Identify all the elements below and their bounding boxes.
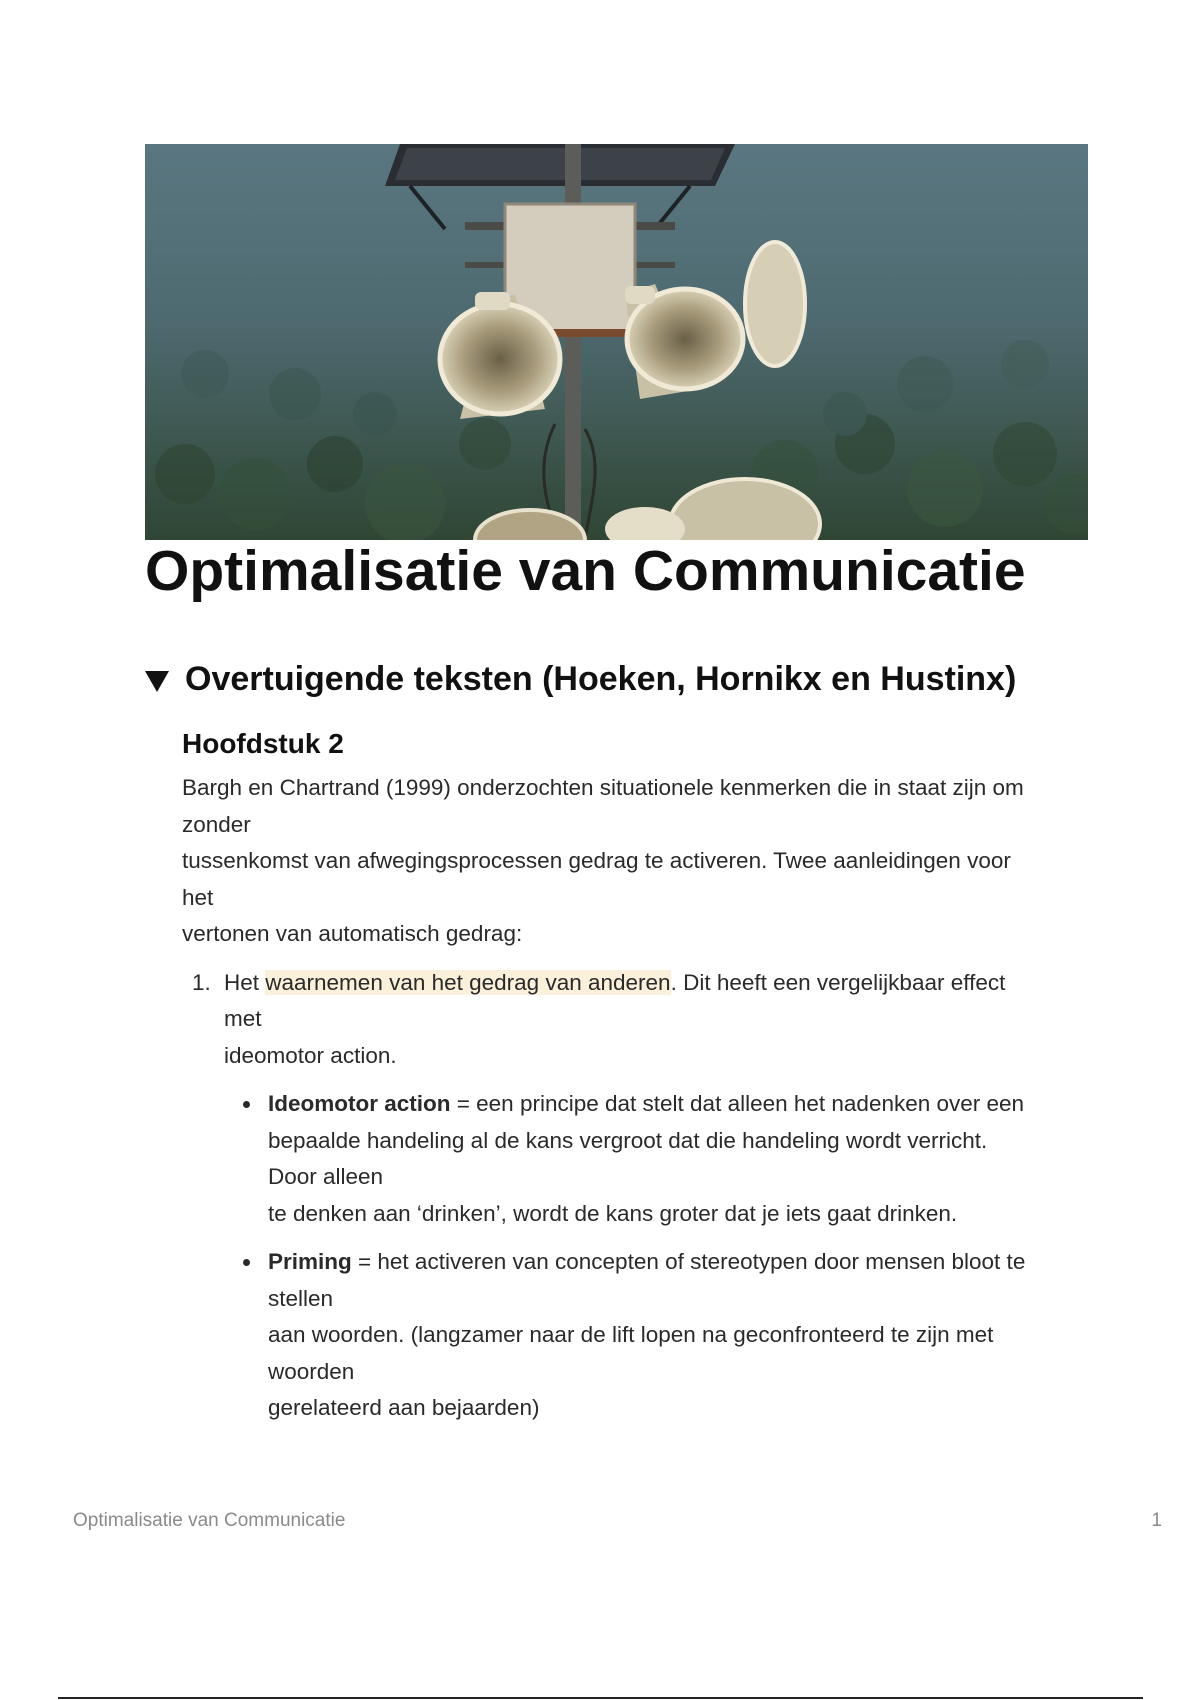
footer-title: Optimalisatie van Communicatie: [73, 1510, 346, 1531]
intro-line: zonder: [182, 811, 251, 837]
bullet-line: aan woorden. (langzamer naar de lift lopen na geconfronteerd te zijn met: [268, 1322, 994, 1347]
numbered-list: [182, 965, 1092, 1427]
list-item-text: [224, 965, 1092, 1075]
toggle-heading[interactable]: [145, 660, 1016, 699]
toggle-triangle-icon[interactable]: [145, 671, 169, 692]
bullet-item: [224, 1086, 1092, 1232]
intro-line: vertonen van automatisch gedrag:: [182, 921, 523, 946]
bottom-divider: [58, 1697, 1143, 1699]
intro-line: het: [182, 884, 214, 910]
page-title: Optimalisatie van Communicatie: [145, 539, 1026, 603]
bullet-dot-icon: [243, 1101, 250, 1108]
toggle-content: [182, 728, 1092, 1439]
list-item-line: ideomotor action.: [224, 1042, 397, 1068]
bullet-dot-icon: [243, 1259, 250, 1266]
bullet-text: [268, 1086, 1092, 1232]
bullet-line: stellen: [268, 1285, 334, 1311]
list-item-prefix: Het: [224, 969, 266, 995]
bullet-text: [268, 1244, 1092, 1427]
bullet-term: Priming: [268, 1249, 352, 1274]
bullet-item: [224, 1244, 1092, 1427]
bullet-line: woorden: [268, 1358, 355, 1384]
bullet-term: Ideomotor action: [268, 1091, 451, 1116]
list-item-line: met: [224, 1006, 262, 1031]
cover-image: [145, 144, 1088, 540]
highlighted-text: waarnemen van het gedrag van anderen: [265, 969, 671, 995]
list-item-suffix: . Dit heeft een vergelijkbaar effect: [670, 969, 1006, 995]
intro-line: tussenkomst van afwegingsprocessen gedrag te activeren. Twee aanleidingen voor: [182, 848, 1011, 873]
bullet-line: bepaalde handeling al de kans vergroot dat die handeling wordt verricht.: [268, 1127, 988, 1153]
section-heading: Hoofdstuk 2: [182, 728, 344, 759]
bullet-line: Door alleen: [268, 1164, 384, 1189]
list-item: [182, 965, 1092, 1427]
bullet-line: te denken aan ‘drinken’, wordt de kans groter dat je iets gaat drinken.: [268, 1200, 958, 1226]
bullet-line: = het activeren van concepten of stereotypen door mensen bloot te: [351, 1249, 1026, 1274]
intro-line: Bargh en Chartrand (1999) onderzochten situationele kenmerken die in staat zijn om: [182, 775, 1024, 800]
toggle-heading-label: Overtuigende teksten (Hoeken, Hornikx en Hustinx): [185, 660, 1017, 698]
intro-paragraph: [182, 770, 1092, 953]
bullet-list: [224, 1086, 1092, 1427]
bullet-line: = een principe dat stelt dat alleen het nadenken over een: [450, 1091, 1025, 1116]
bullet-line: gerelateerd aan bejaarden): [268, 1395, 540, 1420]
list-number: 1.: [192, 969, 211, 995]
page-number: 1: [1151, 1510, 1162, 1531]
